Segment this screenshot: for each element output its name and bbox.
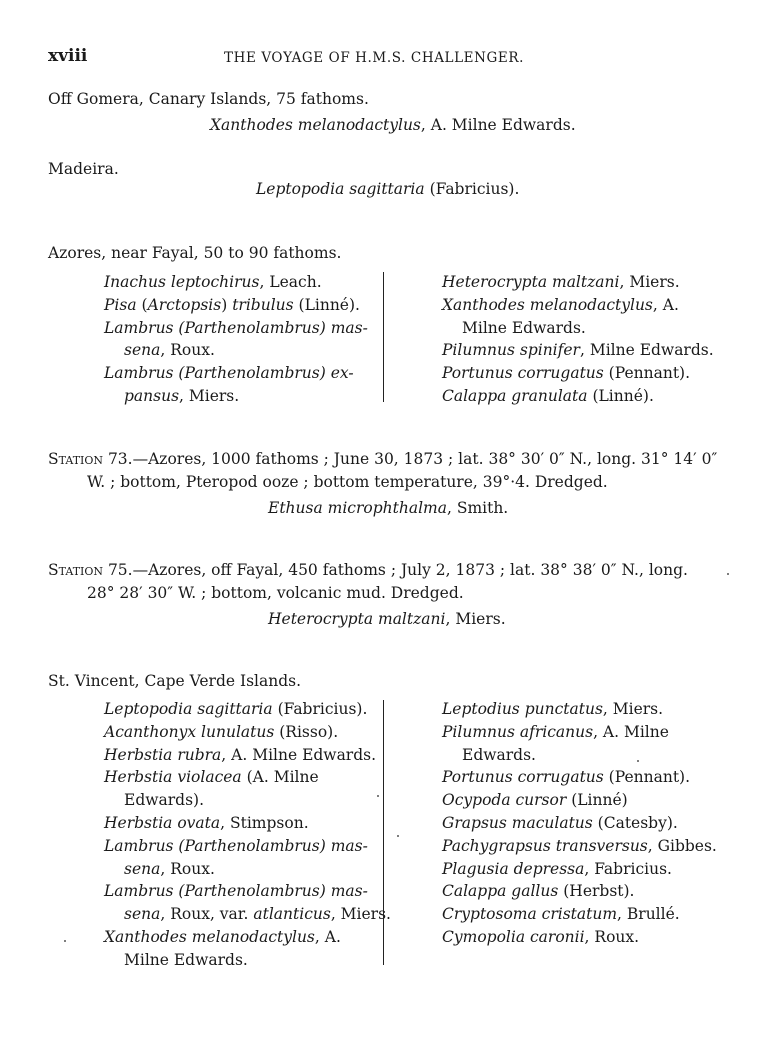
species-entry-cont: Milne Edwards. bbox=[124, 950, 248, 969]
st-vincent-right-column bbox=[442, 698, 717, 949]
species-entry: Ocypoda cursor (Linné) bbox=[442, 791, 628, 810]
scan-speck bbox=[64, 940, 66, 942]
species-entry: Lambrus (Parthenolambrus) mas- bbox=[104, 882, 368, 901]
species-entry: Herbstia violacea (A. Milne bbox=[104, 768, 319, 787]
species-entry: Calappa granulata (Linné). bbox=[442, 386, 654, 405]
scan-speck bbox=[377, 795, 379, 797]
st-vincent-left-column bbox=[104, 698, 391, 972]
species-entry: Calappa gallus (Herbst). bbox=[442, 882, 635, 901]
column-divider bbox=[383, 272, 384, 402]
scan-speck bbox=[727, 573, 729, 575]
species-entry: Heterocrypta maltzani, Miers. bbox=[442, 273, 680, 291]
scan-speck bbox=[637, 760, 639, 762]
species-entry-cont: Edwards). bbox=[124, 791, 205, 810]
station-75-line1: Station 75.—Azores, off Fayal, 450 fathoms ; July 2, 1873 ; lat. 38° 38′ 0″ N., long. bbox=[48, 561, 688, 579]
species-entry: Portunus corrugatus (Pennant). bbox=[442, 768, 691, 787]
species-entry: Portunus corrugatus (Pennant). bbox=[442, 364, 691, 383]
species-entry: Cryptosoma cristatum, Brullé. bbox=[442, 905, 680, 924]
species-entry-cont: pansus, Miers. bbox=[124, 386, 240, 405]
species-entry-cont: Edwards. bbox=[462, 745, 536, 764]
column-divider bbox=[383, 700, 384, 965]
page-number: xviii bbox=[48, 46, 88, 66]
species-entry: Plagusia depressa, Fabricius. bbox=[442, 859, 672, 878]
station-73-line2: W. ; bottom, Pteropod ooze ; bottom temperature, 39°·4. Dredged. bbox=[87, 473, 608, 491]
species-entry: Cymopolia caronii, Roux. bbox=[442, 927, 640, 946]
running-title: THE VOYAGE OF H.M.S. CHALLENGER. bbox=[224, 50, 525, 66]
species-entry: Lambrus (Parthenolambrus) mas- bbox=[104, 318, 368, 337]
locality-st-vincent: St. Vincent, Cape Verde Islands. bbox=[48, 672, 302, 690]
species-entry: Pisa (Arctopsis) tribulus (Linné). bbox=[104, 295, 360, 314]
species-entry: Leptopodia sagittaria (Fabricius). bbox=[256, 180, 520, 198]
species-entry: Pachygrapsus transversus, Gibbes. bbox=[442, 836, 717, 855]
species-entry-cont: sena, Roux, var. atlanticus, Miers. bbox=[124, 905, 391, 924]
species-entry: Herbstia rubra, A. Milne Edwards. bbox=[104, 745, 377, 764]
species-entry: Xanthodes melanodactylus, A. bbox=[442, 295, 679, 314]
species-entry: Grapsus maculatus (Catesby). bbox=[442, 813, 678, 832]
station-73-line1: Station 73.—Azores, 1000 fathoms ; June 30, 1873 ; lat. 38° 30′ 0″ N., long. 31° 14′ 0″ bbox=[48, 450, 718, 468]
species-entry: Pilumnus africanus, A. Milne bbox=[442, 722, 669, 741]
locality-madeira: Madeira. bbox=[48, 160, 119, 178]
species-entry: Herbstia ovata, Stimpson. bbox=[104, 813, 309, 832]
species-entry: Leptodius punctatus, Miers. bbox=[442, 700, 664, 718]
locality-gomera: Off Gomera, Canary Islands, 75 fathoms. bbox=[48, 90, 369, 108]
species-entry: Ethusa microphthalma, Smith. bbox=[268, 499, 509, 517]
locality-azores: Azores, near Fayal, 50 to 90 fathoms. bbox=[48, 244, 342, 262]
species-entry: Xanthodes melanodactylus, A. bbox=[104, 927, 341, 946]
species-entry: Lambrus (Parthenolambrus) mas- bbox=[104, 836, 368, 855]
scan-speck bbox=[397, 835, 399, 837]
azores-left-column bbox=[104, 271, 368, 408]
station-75-line2: 28° 28′ 30″ W. ; bottom, volcanic mud. Dredged. bbox=[87, 584, 464, 602]
species-entry: Inachus leptochirus, Leach. bbox=[104, 273, 322, 291]
azores-right-column bbox=[442, 271, 714, 408]
species-entry-cont: Milne Edwards. bbox=[462, 318, 586, 337]
species-entry: Xanthodes melanodactylus, A. Milne Edwards. bbox=[210, 116, 576, 134]
species-entry: Heterocrypta maltzani, Miers. bbox=[268, 610, 506, 628]
species-entry-cont: sena, Roux. bbox=[124, 859, 215, 878]
species-entry-cont: sena, Roux. bbox=[124, 341, 215, 360]
species-entry: Pilumnus spinifer, Milne Edwards. bbox=[442, 341, 714, 360]
species-entry: Acanthonyx lunulatus (Risso). bbox=[104, 722, 339, 741]
species-entry: Lambrus (Parthenolambrus) ex- bbox=[104, 364, 354, 383]
species-entry: Leptopodia sagittaria (Fabricius). bbox=[104, 700, 368, 718]
